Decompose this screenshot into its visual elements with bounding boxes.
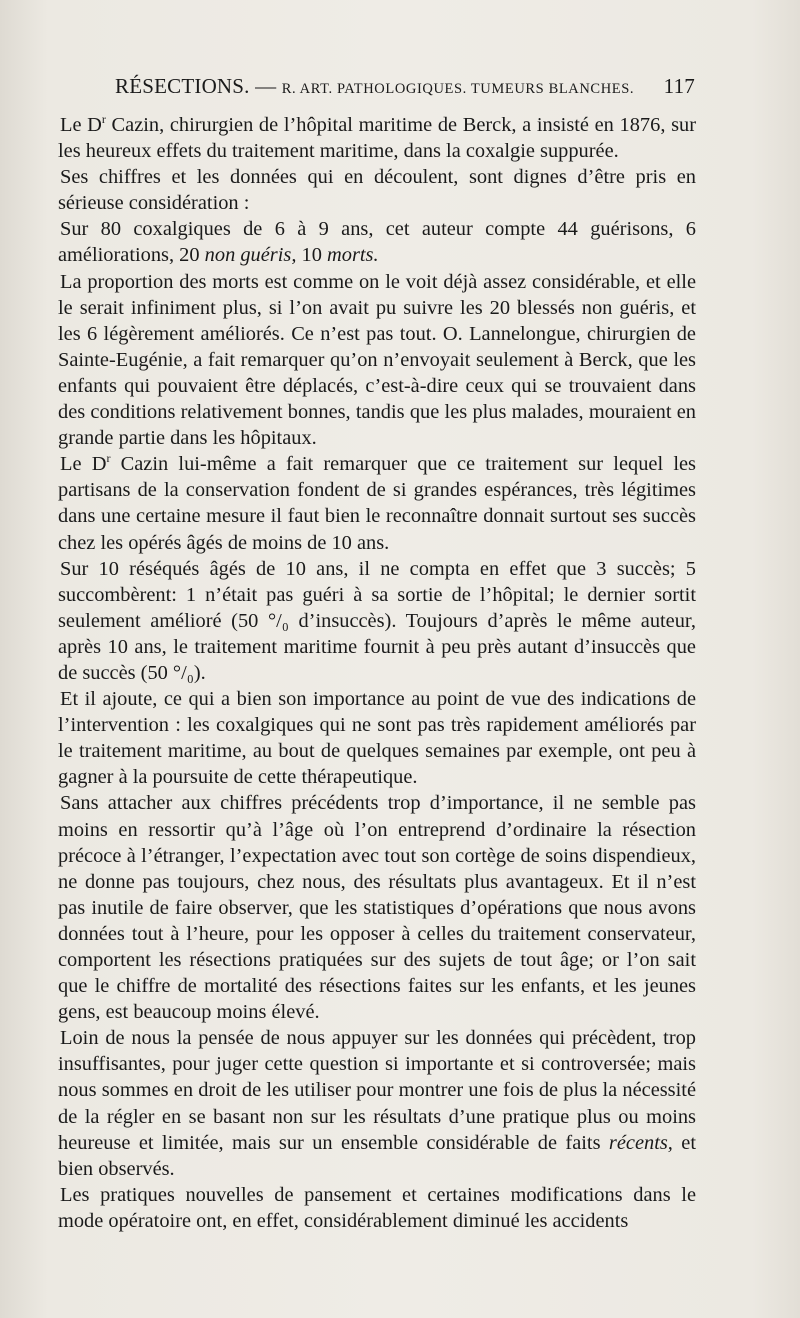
- paragraph-2: Ses chiffres et les données qui en découlent, sont dignes d’être pris en sérieuse considération :: [58, 166, 696, 215]
- paragraph-8: Sans attacher aux chiffres précédents trop d’importance, il ne semble pas moins en ressortir qu’à l’âge où l’on entreprend d’ordinaire la résection précoce à l’étranger, l’expectation avec tout son cortège de soins dispendieux, ne donne pas toujours, chez nous, des résultats plus avantageux. Et il n’est pas inutile de faire observer, que les statistiques d’opérations que nous avons données tout à l’heure, pour les opposer à celles du traitement conservateur, comportent les résections pratiquées sur des sujets de tout âge; or l’on sait que le chiffre de mortalité des résections faites sur les enfants, et les jeunes gens, est beaucoup moins élevé.: [58, 792, 696, 1024]
- paragraph-5: Le $D^r$ Cazin lui-même a fait remarquer que ce traitement sur lequel les partisans de la conservation fondent de si grandes espérances, très légitimes dans une certaine mesure il faut bien le reconnaître donnait surtout ses succès chez les opérés âgés de moins de 10 ans.: [58, 451, 696, 554]
- running-title-dash: —: [255, 74, 277, 98]
- body-text: [58, 112, 696, 1234]
- paragraph-7: Et il ajoute, ce qui a bien son importance au point de vue des indications de l’intervention : les coxalgiques qui ne sont pas très rapidement améliorés par le traitement maritime, au bout de quelques semaines par exemple, ont peu à gagner à la poursuite de cette thérapeutique.: [58, 688, 696, 789]
- page-number: 117: [663, 74, 695, 98]
- running-title: [115, 74, 634, 99]
- paragraph-4: La proportion des morts est comme on le voit déjà assez considérable, et elle le serait infiniment plus, si l’on avait pu suivre les 20 blessés non guéris, et les 6 légèrement améliorés. Ce n’est pas tout. O. Lannelongue, chirurgien de Sainte-Eugénie, a fait remarquer qu’on n’envoyait seulement à Berck, que les enfants qui pouvaient être déplacés, c’est-à-dire ceux qui se trouvaient dans des conditions relativement bonnes, tandis que les plus malades, mouraient en grande partie dans les hôpitaux.: [58, 270, 696, 450]
- paragraph-10: Les pratiques nouvelles de pansement et certaines modifications dans le mode opératoire ont, en effet, considérablement diminué les accidents: [58, 1183, 696, 1232]
- running-title-sub: R. ART. PATHOLOGIQUES. TUMEURS BLANCHES.: [281, 81, 635, 97]
- paragraph-6: Sur 10 réséqués âgés de 10 ans, il ne compta en effet que 3 succès; 5 succombèrent: 1 n’était pas guéri à sa sortie de l’hôpital; le dernier sortit seulement amélioré (50 °/₀ d’insuccès). Toujours d’après le même auteur, après 10 ans, le traitement maritime fournit à peu près autant d’insuccès que de succès (50 °/₀).: [58, 557, 696, 684]
- running-header: [95, 72, 695, 106]
- running-title-main: RÉSECTIONS.: [115, 74, 250, 98]
- paragraph-9: Loin de nous la pensée de nous appuyer sur les données qui précèdent, trop insuffisantes, pour juger cette question si importante et si controversée; mais nous sommes en droit de les utiliser pour montrer une fois de plus la nécessité de la régler en se basant non sur les résultats d’une pratique plus ou moins heureuse et limitée, mais sur un ensemble considérable de faits récents, et bien observés.: [58, 1027, 696, 1180]
- paragraph-1: Le $D^r$ Cazin, chirurgien de l’hôpital maritime de Berck, a insisté en 1876, sur les heureux effets du traitement maritime, dans la coxalgie suppurée.: [58, 112, 696, 163]
- paragraph-3: Sur 80 coxalgiques de 6 à 9 ans, cet auteur compte 44 guérisons, 6 améliorations, 20 non guéris, 10 morts.: [58, 218, 696, 267]
